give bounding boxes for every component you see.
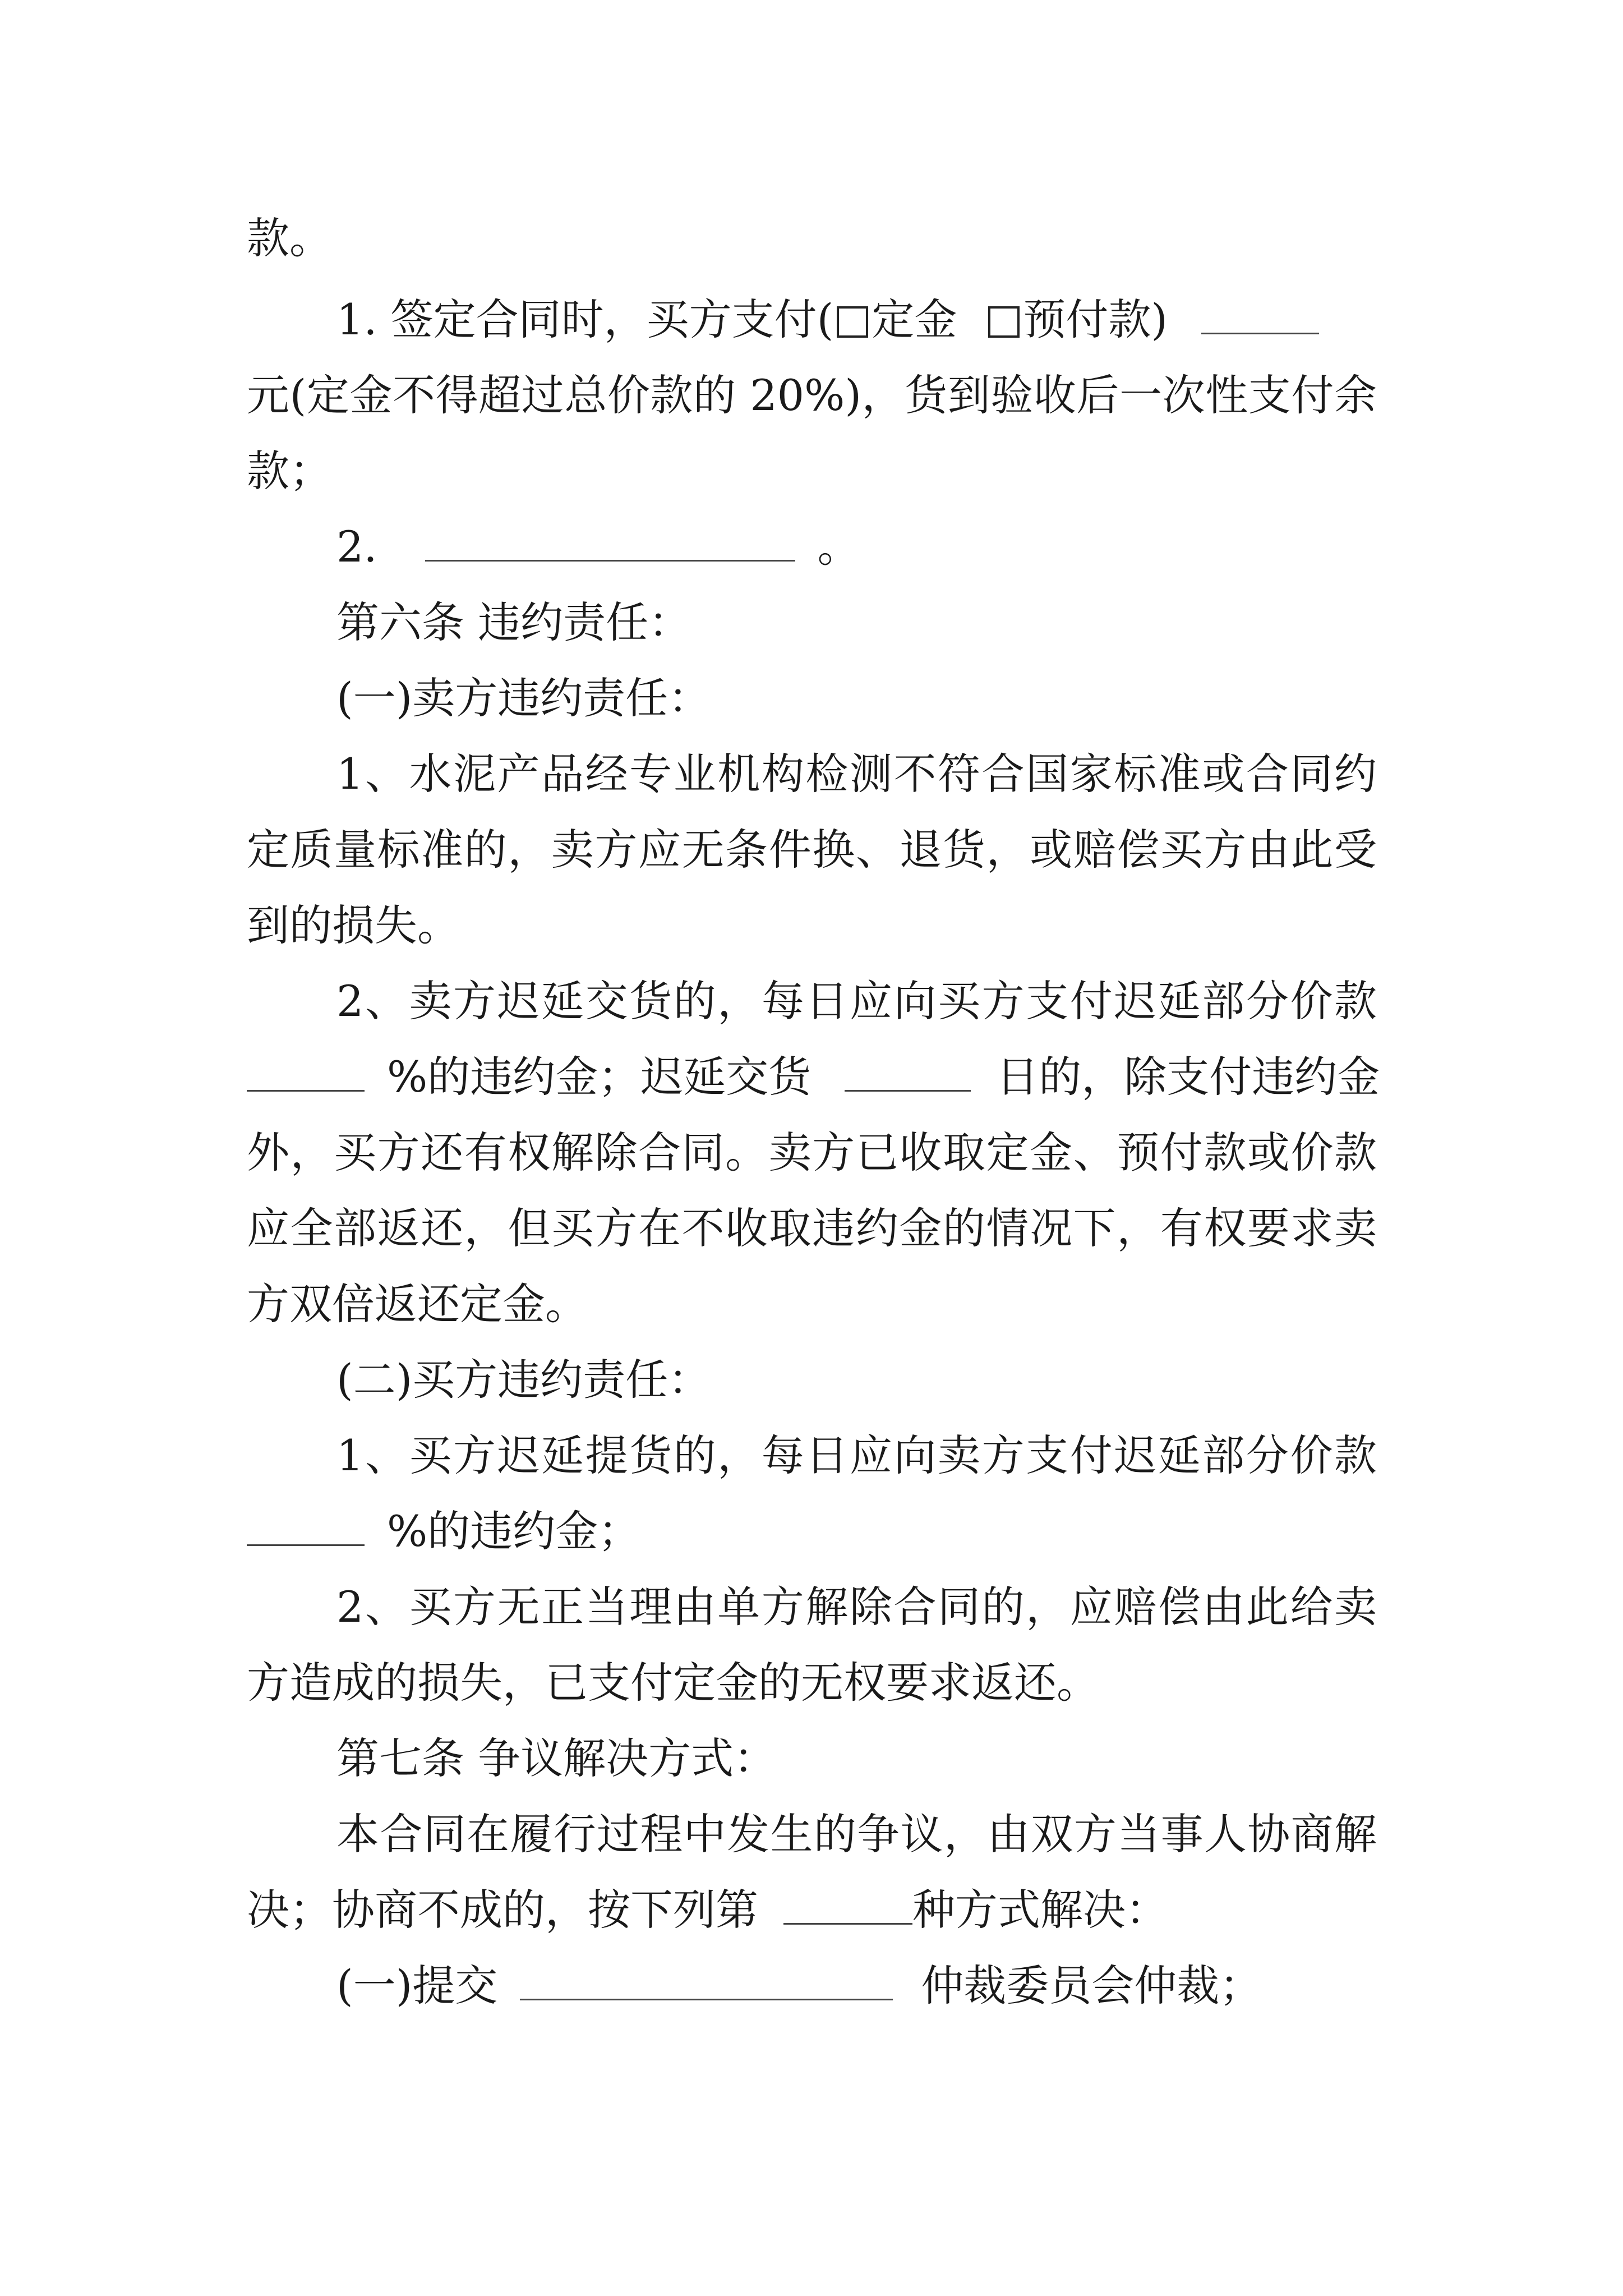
- text: 日的，除支付违约金: [996, 1052, 1380, 1102]
- text-line: [247, 367, 1377, 424]
- text: 应全部返还，但买方在不收取违约金的情况下，有权要求卖: [247, 1203, 1377, 1253]
- text: 外，买方还有权解除合同。卖方已收取定金、预付款或价款: [247, 1128, 1377, 1177]
- text: (一)提交: [336, 1961, 498, 2010]
- penalty-line: [247, 1049, 1380, 1105]
- text: 第六条 违约责任：: [336, 597, 691, 647]
- text: 方双倍返还定金。: [247, 1279, 588, 1329]
- section-heading: [336, 1731, 776, 1787]
- text: 到的损失。: [247, 900, 460, 950]
- text: (一)卖方违约责任：: [336, 673, 711, 723]
- text: 款。: [247, 213, 332, 263]
- penalty-line: [247, 1503, 640, 1559]
- text-line: [336, 973, 1377, 1029]
- subsection-heading: [336, 670, 711, 726]
- text-line: [247, 1200, 1377, 1257]
- text-line: [247, 1276, 588, 1332]
- text: %的违约金；迟延交货: [387, 1052, 811, 1102]
- text-line: [247, 443, 332, 499]
- text-line: [247, 1125, 1377, 1181]
- text: 1、买方迟延提货的，每日应向卖方支付迟延部分价款: [336, 1430, 1377, 1480]
- text-line: [336, 746, 1377, 802]
- text-line: [336, 1579, 1377, 1635]
- text: 预付款): [1023, 295, 1168, 344]
- method-number-blank[interactable]: [783, 1886, 912, 1925]
- text: 1. 签定合同时，买方支付(: [336, 295, 834, 344]
- text: 1、水泥产品经专业机构检测不符合国家标准或合同约: [336, 749, 1377, 799]
- text: 定金: [872, 295, 957, 344]
- text: 仲裁委员会仲裁；: [921, 1961, 1262, 2010]
- checkbox-prepayment[interactable]: [988, 306, 1020, 338]
- text: 2.: [336, 522, 377, 572]
- arbitration-committee-blank[interactable]: [520, 1962, 893, 2000]
- text-line: [336, 1806, 1377, 1862]
- text: 种方式解决：: [912, 1885, 1168, 1935]
- text: 定质量标准的，卖方应无条件换、退货，或赔偿买方由此受: [247, 825, 1377, 875]
- amount-blank[interactable]: [1201, 296, 1319, 334]
- dispute-method-line: [247, 1882, 1168, 1938]
- text: 第七条 争议解决方式：: [336, 1733, 777, 1783]
- section-heading: [336, 595, 691, 651]
- checkbox-deposit[interactable]: [837, 306, 868, 338]
- text: (二)买方违约责任：: [336, 1355, 711, 1405]
- text-line: [247, 898, 460, 954]
- text-line: [247, 1655, 1099, 1711]
- payment-line-1: [336, 292, 1319, 348]
- text: 2、买方无正当理由单方解除合同的，应赔偿由此给卖: [336, 1582, 1377, 1632]
- text: 。: [817, 522, 860, 572]
- text: 方造成的损失，已支付定金的无权要求返还。: [247, 1658, 1099, 1708]
- delay-days-blank[interactable]: [845, 1053, 971, 1092]
- text: 本合同在履行过程中发生的争议，由双方当事人协商解: [336, 1809, 1377, 1859]
- text: %的违约金；: [387, 1506, 641, 1556]
- text-line: [247, 210, 332, 266]
- subsection-heading: [336, 1352, 711, 1408]
- text-line: [336, 1428, 1377, 1484]
- text: 元(定金不得超过总价款的 20%)，货到验收后一次性支付余: [247, 370, 1377, 420]
- text-line: [247, 822, 1377, 878]
- text: 决；协商不成的，按下列第: [247, 1885, 758, 1935]
- text: 款；: [247, 446, 332, 496]
- payment-line-2: [336, 519, 860, 575]
- text: 2、卖方迟延交货的，每日应向买方支付迟延部分价款: [336, 976, 1377, 1026]
- arbitration-line: [336, 1958, 1262, 2014]
- payment-terms-blank[interactable]: [425, 523, 795, 562]
- penalty-percent-blank[interactable]: [247, 1053, 365, 1092]
- buyer-penalty-percent-blank[interactable]: [247, 1507, 365, 1546]
